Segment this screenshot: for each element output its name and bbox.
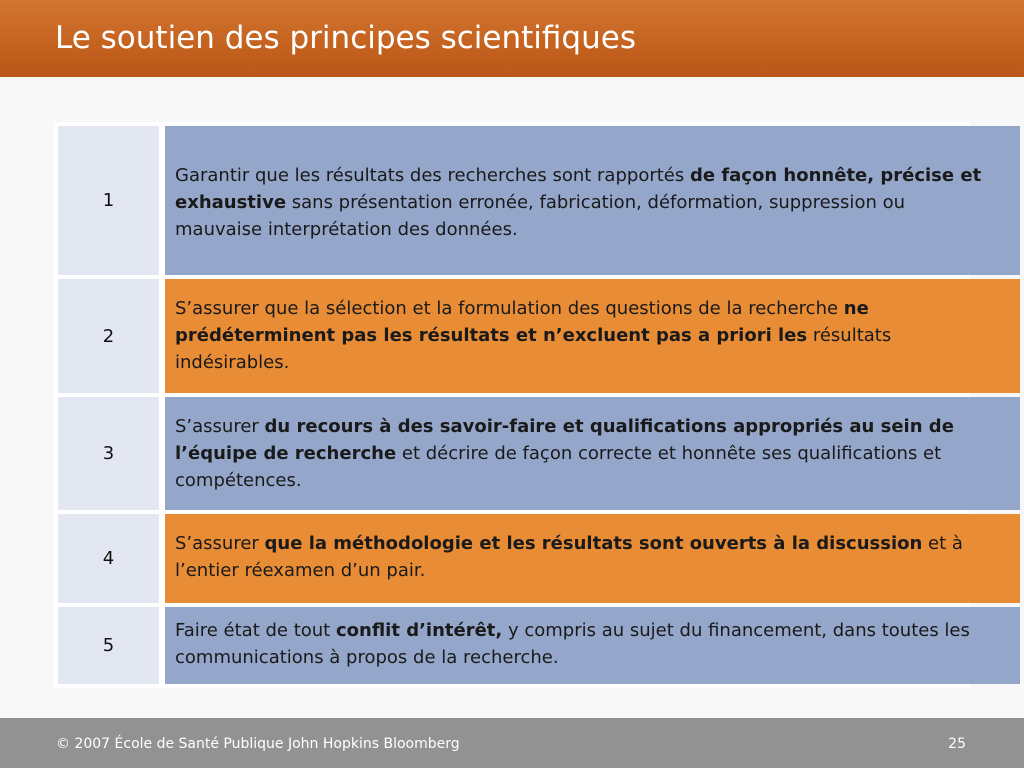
- row-text-plain: sans présentation erronée, fabrication, déformation, suppression ou mauvaise interprétation des données.: [175, 192, 906, 240]
- row-text-plain: résultats indésirables.: [175, 325, 892, 373]
- page-number: 25: [948, 736, 966, 752]
- row-text-plain: et à l’entier réexamen d’un pair.: [175, 533, 963, 581]
- row-text-plain: S’assurer: [175, 533, 265, 554]
- slide-header: [0, 0, 1024, 77]
- row-text-bold: que la méthodologie et les résultats sont ouverts à la discussion: [264, 533, 923, 554]
- table-row: [54, 514, 970, 603]
- row-text-plain: Faire état de tout: [175, 620, 336, 641]
- row-text-bold: ne prédéterminent pas les résultats et n’excluent pas a priori les: [175, 298, 869, 346]
- row-text: [165, 126, 1020, 275]
- row-text-plain: Garantir que les résultats des recherches sont rapportés: [175, 165, 690, 186]
- table-row: [54, 607, 970, 684]
- row-number: 4: [58, 514, 159, 603]
- principles-table: [54, 122, 982, 688]
- row-text: [165, 279, 1020, 393]
- row-text-plain: et décrire de façon correcte et honnête ses qualifications et compétences.: [175, 443, 942, 491]
- row-text-bold: de façon honnête, précise et exhaustive: [175, 165, 982, 213]
- table-row: [54, 126, 982, 275]
- row-text-bold: du recours à des savoir-faire et qualifications appropriés au sein de l’équipe de recherche: [175, 416, 954, 464]
- slide-title: Le soutien des principes scientifiques: [55, 20, 636, 56]
- row-number: 3: [58, 397, 159, 510]
- row-number: 5: [58, 607, 159, 684]
- row-text: [165, 397, 1020, 510]
- row-text-plain: S’assurer que la sélection et la formulation des questions de la recherche: [175, 298, 844, 319]
- row-text-plain: S’assurer: [175, 416, 265, 437]
- row-text-bold: conflit d’intérêt,: [335, 620, 503, 641]
- row-text: [165, 607, 1020, 684]
- table-row: [54, 279, 970, 393]
- row-text-plain: y compris au sujet du financement, dans toutes les communications à propos de la recherche.: [175, 620, 970, 668]
- row-text: [165, 514, 1020, 603]
- copyright-text: © 2007 École de Santé Publique John Hopkins Bloomberg: [56, 736, 460, 752]
- row-number: 1: [58, 126, 159, 275]
- table-row: [54, 397, 970, 510]
- slide-footer: [0, 718, 1024, 768]
- row-number: 2: [58, 279, 159, 393]
